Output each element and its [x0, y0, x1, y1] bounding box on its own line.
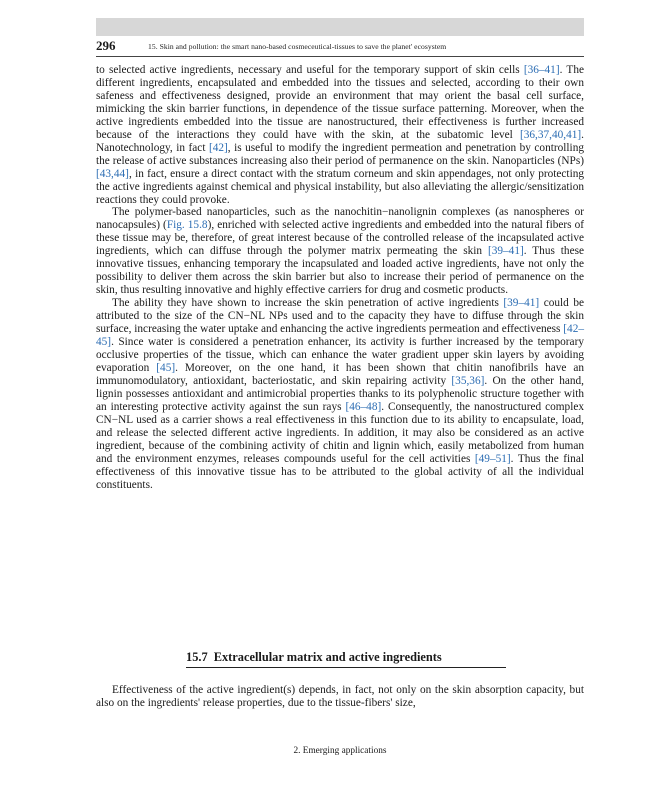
- text: . Thus the final effectiveness of this innovative tissue has to be attributed to the global activity of all the individual constituents.: [96, 452, 584, 491]
- paragraph-2: [96, 206, 584, 297]
- text: . Consequently, the nanostructured complex CN−NL used as a carrier shows a real effectiveness in this function due to its ability to encapsulate, load, and release the selected different active ingredients. In addition, it may also be considered as an active ingredient, because of the combining activity of chitin and lignin which, easily metabolized from human and the environment enzymes, releases compounds useful for the cell activities: [96, 400, 584, 465]
- body-text: [96, 64, 584, 491]
- section-paragraph: Effectiveness of the active ingredient(s) depends, in fact, not only on the skin absorption capacity, but also on the ingredients' release properties, due to the tissue-fibers' size,: [96, 684, 584, 709]
- running-head: [96, 36, 584, 57]
- text: . Moreover, on the one hand, it has been shown that chitin nanofibrils have an immunomodulatory, antioxidant, bacteriostatic, and skin repairing activity: [96, 361, 585, 387]
- text: The polymer-based nanoparticles, such as the nanochitin−nanolignin complexes (as nanospheres or nanocapsules) (: [96, 206, 584, 232]
- text: The ability they have shown to increase the skin penetration of active ingredients: [112, 297, 504, 310]
- page-number: 296: [96, 38, 116, 53]
- header-band: [96, 18, 584, 36]
- text: . On the other hand, lignin possesses antioxidant and antimicrobial properties thanks to its polyphenolic structure together with an interesting protective activity against the sun rays: [96, 374, 584, 413]
- text: to selected active ingredients, necessary and useful for the temporary support of skin cells: [96, 64, 524, 76]
- text: . Since water is considered a penetration enhancer, its activity is further increased by the temporary occlusive properties of the tissue, which can enhance the water gradient upper skin layers by avoiding evaporation: [96, 336, 584, 374]
- citation-link[interactable]: [43,44]: [96, 167, 129, 180]
- citation-link[interactable]: [45]: [156, 361, 176, 374]
- section-number: 15.7: [186, 650, 208, 664]
- citation-link[interactable]: [35,36]: [451, 374, 485, 387]
- text: . Nanotechnology, in fact: [96, 128, 584, 154]
- section-heading: [186, 650, 506, 668]
- chapter-title: 15. Skin and pollution: the smart nano-based cosmeceutical-tissues to save the planet' ecosystem: [148, 41, 447, 51]
- citation-link[interactable]: [36,37,40,41]: [519, 128, 582, 141]
- section-title: Extracellular matrix and active ingredients: [213, 650, 442, 664]
- citation-link[interactable]: [36–41]: [523, 64, 560, 76]
- citation-link[interactable]: [46–48]: [345, 400, 382, 413]
- text: . Thus these innovative tissues, enhancing temporary the incapsulated and loaded active ingredients, have not only the possibility to deliver them across the skin barrier but also to increase their period of permanence on the skin, thus resulting innovative and highly effective carriers for drug and cosmetic products.: [96, 245, 584, 297]
- text: could be attributed to the size of the CN−NL NPs used and to the capacity they have to diffuse through the skin surface, increasing the water uptake and enhancing the active ingredients permeation and effectiveness: [96, 297, 584, 336]
- citation-link[interactable]: [42–45]: [96, 323, 584, 349]
- text: , in fact, ensure a direct contact with the stratum corneum and skin appendages, not only protecting the active ingredients against chemical and physical instability, but also alleviating the allergic/sensitization reactions they could provoke.: [96, 167, 584, 206]
- paragraph-1: [96, 64, 584, 206]
- paragraph-3: [96, 297, 584, 491]
- citation-link[interactable]: [49–51]: [474, 452, 511, 465]
- citation-link[interactable]: [39–41]: [503, 297, 540, 310]
- text: . The different ingredients, encapsulated and embedded into the tissues and selected, according to their own safeness and effectiveness designed, provide an environment that may orient the basal cell surface, mimicking the skin barrier functions, in dependence of the tissue surface patterning. Moreover, when the active ingredients embedded into the tissue are nanostructured, their effectiveness is further increased because of the interactions they could have with the skin, at the subatomic level: [96, 64, 584, 141]
- figure-link[interactable]: Fig. 15.8: [166, 219, 208, 232]
- text: ), enriched with selected active ingredients and embedded into the natural fibers of these tissue may be, therefore, of great interest because of the controlled release of the incapsulated active ingredients, which can diffuse through the polymer matrix permeating the skin: [96, 219, 584, 258]
- citation-link[interactable]: [39–41]: [487, 245, 524, 258]
- page-footer: 2. Emerging applications: [293, 746, 387, 756]
- section-body: [96, 684, 584, 710]
- text: , is useful to modify the ingredient permeation and penetration by controlling the release of active substances increasing also their period of permanence on the skin. Nanoparticles (NPs): [96, 141, 584, 167]
- citation-link[interactable]: [42]: [208, 141, 228, 154]
